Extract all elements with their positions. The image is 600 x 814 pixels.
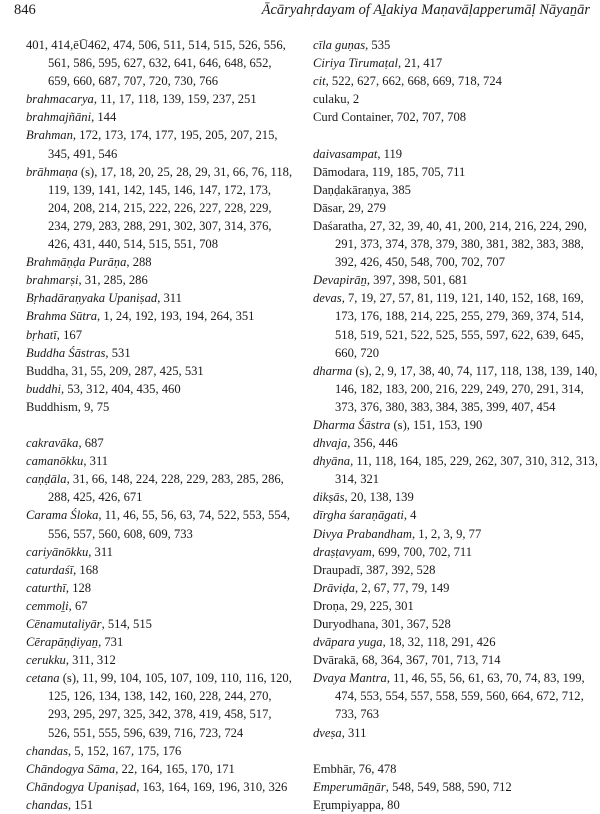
index-term: culaku <box>313 92 347 107</box>
index-page-refs: , 548, 549, 588, 590, 712 <box>385 779 512 794</box>
index-term: Droṇa <box>313 598 345 613</box>
index-term: brahmacarya <box>26 92 94 107</box>
index-entry <box>26 579 296 597</box>
index-page-refs: , 22, 164, 165, 170, 171 <box>115 761 235 776</box>
index-entry <box>313 145 598 163</box>
index-term: chandas <box>26 797 68 812</box>
index-page-refs: , 11, 17, 118, 139, 159, 237, 251 <box>93 92 257 107</box>
index-entry <box>313 271 598 289</box>
index-page-refs: , 80 <box>380 797 400 812</box>
index-term: cetana <box>26 671 60 686</box>
index-term: caturthī <box>26 580 66 595</box>
index-page-refs: , 2, 67, 77, 79, 149 <box>354 580 450 595</box>
index-page-refs: , 522, 627, 662, 668, 669, 718, 724 <box>325 74 502 89</box>
index-term: Buddha Śāstras <box>26 345 106 360</box>
index-term: brahmajñāni <box>26 110 92 125</box>
index-term: Dvārakā <box>313 653 356 668</box>
index-term: bṛhatī <box>26 327 57 342</box>
index-entry <box>26 344 296 362</box>
index-page-refs: , 687 <box>78 436 104 451</box>
index-page-refs: , 11, 46, 55, 56, 63, 74, 522, 553, 554, 556, 557, 560, 608, 609, 733 <box>48 508 291 541</box>
index-entry <box>313 36 598 54</box>
index-entry <box>313 615 598 633</box>
index-term: cakravāka <box>26 436 79 451</box>
index-term: dhvaja <box>313 436 348 451</box>
index-term: Bṛhadāraṇyaka Upaniṣad <box>26 291 158 306</box>
index-term: Dharma Śāstra <box>313 417 391 432</box>
index-page-refs: (s), 11, 99, 104, 105, 107, 109, 110, 116, 120, 125, 126, 134, 138, 142, 160, 228, 244, 270, 293, 295, 297, 325, 342, 378, 419, 458, 517, 526, 551, 555, 596, 639, 716, 723, 724 <box>48 671 292 740</box>
index-term: Dāmodara <box>313 164 366 179</box>
running-title: Ācāryahṛdayam of Aḻakiya Maṇavāḷapperumāḷ Nāyaṉār <box>261 2 590 18</box>
index-page-refs: , 535 <box>365 38 391 52</box>
index-entry <box>26 108 296 126</box>
index-entry <box>26 669 296 741</box>
index-entry <box>313 724 598 742</box>
index-page-refs: , 18, 32, 118, 291, 426 <box>382 635 496 650</box>
index-page-refs: , 311 <box>341 725 367 740</box>
index-page-refs: , 514, 515 <box>101 617 152 631</box>
index-entry <box>313 488 598 506</box>
index-term: Drāviḍa <box>313 580 355 595</box>
index-entry <box>313 778 598 796</box>
index-term: cemmoḻi <box>26 598 69 613</box>
index-entry <box>26 307 296 325</box>
index-entry <box>313 579 598 597</box>
index-entry <box>26 398 296 416</box>
index-term: dikṣās <box>313 490 345 505</box>
index-term: Carama Śloka <box>26 508 99 523</box>
index-page-refs: , 397, 398, 501, 681 <box>366 273 468 288</box>
index-term: caṇḍāla <box>26 472 67 487</box>
index-page-refs: , 31, 55, 209, 287, 425, 531 <box>65 363 204 378</box>
index-page-refs: , 11, 46, 55, 56, 61, 63, 70, 74, 83, 199, 474, 553, 554, 557, 558, 559, 560, 664, 672, 712, 733, 763 <box>335 671 585 722</box>
index-term: Devapirāṉ <box>313 273 367 288</box>
index-term: Brahman <box>26 128 73 143</box>
index-page-refs: , 356, 446 <box>347 436 398 451</box>
index-term: Daśaratha <box>313 218 364 233</box>
index-page-refs: 401, 414,ēŪ462, 474, 506, 511, 514, 515, 526, 556, 561, 586, 595, 627, 632, 641, 646, 648, 652, 659, 660, 687, 707, 720, 730, 766 <box>26 38 286 89</box>
index-entry <box>26 362 296 380</box>
index-page-refs: , 29, 279 <box>341 200 386 215</box>
index-entry <box>26 760 296 778</box>
index-term: Embhār <box>313 761 353 776</box>
index-entry <box>26 543 296 561</box>
index-entry <box>26 126 296 162</box>
index-term: Emperumāṉār <box>313 779 386 794</box>
index-term: Brahmāṇḍa Purāṇa <box>26 255 127 270</box>
index-term: Chāndogya Upaniṣad <box>26 779 137 794</box>
index-page-refs: , 11, 118, 164, 185, 229, 262, 307, 310, 312, 313, 314, 321 <box>335 454 598 487</box>
index-page-refs: , 144 <box>91 110 117 125</box>
index-entry <box>313 434 598 452</box>
index-page-refs: , 5, 152, 167, 175, 176 <box>67 743 182 758</box>
index-column-left <box>26 36 296 814</box>
index-entry <box>26 470 296 506</box>
index-term: Chāndogya Sāma <box>26 761 116 776</box>
index-page-refs: , 29, 225, 301 <box>344 598 414 613</box>
index-page-refs: , 31, 285, 286 <box>78 273 148 288</box>
index-term: dhyāna <box>313 454 351 469</box>
index-term: Draupadī <box>313 562 360 577</box>
index-entry <box>313 597 598 615</box>
index-entry <box>26 651 296 669</box>
index-entry <box>26 452 296 470</box>
page-number: 846 <box>14 2 36 18</box>
index-entry <box>313 669 598 723</box>
index-page-refs: , 67 <box>68 598 88 613</box>
index-page-refs: , 311 <box>157 291 182 306</box>
index-page-refs: (s), 17, 18, 20, 25, 28, 29, 31, 66, 76, 118, 119, 139, 141, 142, 145, 146, 147, 172, 173, 204, 208, 214, 215, 222, 226, 227, 228, 229, 234, 279, 283, 288, 291, 302, 307, 314, 376, 426, 431, 440, 514, 515, 551, 708 <box>48 164 293 252</box>
index-page-refs: , 288 <box>126 255 152 270</box>
index-page-refs: , 731 <box>98 635 124 650</box>
index-page-refs: (s), 151, 153, 190 <box>390 417 483 432</box>
index-page-refs: , 311 <box>83 454 109 469</box>
index-entry <box>313 796 598 814</box>
index-term: Cēnamutaliyār <box>26 617 102 631</box>
index-page-refs: , 119, 185, 705, 711 <box>365 164 466 179</box>
index-entry <box>313 651 598 669</box>
index-page-refs: , 4 <box>403 508 417 523</box>
index-term: Buddha <box>26 363 66 378</box>
index-term: dharma <box>313 363 353 378</box>
index-term: chandas <box>26 743 68 758</box>
index-entry <box>26 561 296 579</box>
index-page-refs: , 702, 707, 708 <box>390 110 467 125</box>
index-page-refs: , 76, 478 <box>352 761 397 776</box>
index-entry <box>26 289 296 307</box>
index-term: devas <box>313 291 342 306</box>
index-page-refs: , 1, 2, 3, 9, 77 <box>412 526 482 541</box>
index-term: brahmarṣi <box>26 273 79 288</box>
index-entry <box>313 108 598 126</box>
index-term: cariyānōkku <box>26 544 89 559</box>
index-term: Duryodhana <box>313 617 376 631</box>
index-entry <box>313 760 598 778</box>
index-entry <box>313 416 598 434</box>
index-term: dīrgha śaraṇāgati <box>313 508 404 523</box>
index-entry <box>26 615 296 633</box>
index-term: cerukku <box>26 653 66 668</box>
index-term: camanōkku <box>26 454 84 469</box>
index-entry <box>313 181 598 199</box>
index-entry <box>26 434 296 452</box>
index-term: Buddhism <box>26 399 78 414</box>
index-page-refs: , 301, 367, 528 <box>375 617 451 631</box>
page-header <box>14 2 590 24</box>
index-entry <box>26 36 296 90</box>
index-entry <box>313 163 598 181</box>
index-page-refs: , 311 <box>88 544 113 559</box>
index-entry <box>313 90 598 108</box>
index-page-refs: , 21, 417 <box>398 56 443 71</box>
index-term: buddhi <box>26 381 61 396</box>
index-page-refs: (s), 2, 9, 17, 38, 40, 74, 117, 118, 138, 139, 140, 146, 182, 183, 200, 216, 229, 249, 270, 291, 314, 373, 376, 380, 383, 384, 385, 399, 407, 454 <box>335 363 598 414</box>
index-entry <box>26 90 296 108</box>
index-page-refs: , 31, 66, 148, 224, 228, 229, 283, 285, 286, 288, 425, 426, 671 <box>48 472 284 505</box>
index-page-refs: , 119 <box>377 146 403 161</box>
index-term: draṣṭavyam <box>313 544 372 559</box>
index-entry <box>313 54 598 72</box>
index-term: caturdaśī <box>26 562 74 577</box>
index-page-refs: , 27, 32, 39, 40, 41, 200, 214, 216, 224, 290, 291, 373, 374, 378, 379, 380, 381, 382, 383, 388, 392, 426, 450, 548, 700, 702, 707 <box>335 218 587 270</box>
index-term: dvāpara yuga <box>313 635 383 650</box>
index-page-refs: , 168 <box>73 562 99 577</box>
index-term: Divya Prabandham <box>313 526 412 541</box>
index-page-refs: , 53, 312, 404, 435, 460 <box>60 381 181 396</box>
index-page-refs: , 68, 364, 367, 701, 713, 714 <box>355 653 501 668</box>
index-page-refs: , 531 <box>105 345 131 360</box>
index-entry <box>26 163 296 253</box>
index-page-refs: , 1, 24, 192, 193, 194, 264, 351 <box>97 309 255 324</box>
index-entry <box>313 543 598 561</box>
index-entry <box>26 742 296 760</box>
index-term: daivasampat <box>313 146 378 161</box>
index-term: Daṇḍakāraṇya <box>313 182 386 197</box>
index-term: Cērapāṇḍiyaṉ <box>26 635 99 650</box>
index-entry <box>313 289 598 361</box>
index-page-refs: , 20, 138, 139 <box>344 490 414 505</box>
index-entry <box>313 525 598 543</box>
index-term: cit <box>313 74 326 89</box>
index-page-refs: , 311, 312 <box>65 653 116 668</box>
index-page-refs: , 128 <box>65 580 92 595</box>
index-term: Dāsar <box>313 200 342 215</box>
index-entry <box>26 778 296 796</box>
index-term: Ciriya Tirumaṭal <box>313 56 399 71</box>
index-page-refs: , 699, 700, 702, 711 <box>371 544 473 559</box>
index-page-refs: , 151 <box>67 797 94 812</box>
index-page-refs: , 387, 392, 528 <box>359 562 436 577</box>
index-entry <box>313 199 598 217</box>
index-term: brāhmaṇa <box>26 164 78 179</box>
index-entry <box>26 633 296 651</box>
index-entry <box>26 380 296 398</box>
index-term: cīla guṇas <box>313 38 366 52</box>
index-entry <box>313 561 598 579</box>
index-page-refs: , 2 <box>346 92 360 107</box>
index-page-refs: , 172, 173, 174, 177, 195, 205, 207, 215, 345, 491, 546 <box>48 128 278 161</box>
index-entry <box>26 796 296 814</box>
index-term: Dvaya Mantra <box>313 671 387 686</box>
index-entry <box>313 72 598 90</box>
index-entry <box>313 506 598 524</box>
index-page-refs: , 163, 164, 169, 196, 310, 326 <box>136 779 288 794</box>
index-term: dveṣa <box>313 725 342 740</box>
index-page-refs: , 7, 19, 27, 57, 81, 119, 121, 140, 152, 168, 169, 173, 176, 188, 214, 225, 255, 279, 369, 374, 514, 518, 519, 521, 522, 525, 555, 597, 622, 639, 645, 660, 720 <box>335 291 584 360</box>
index-entry <box>313 633 598 651</box>
index-entry <box>26 506 296 542</box>
index-entry <box>313 362 598 416</box>
index-column-right <box>313 36 598 814</box>
index-term: Eṟumpiyappa <box>313 797 381 812</box>
index-entry <box>26 271 296 289</box>
index-entry <box>26 253 296 271</box>
index-entry <box>313 452 598 488</box>
index-page-refs: , 9, 75 <box>77 399 110 414</box>
index-term: Curd Container <box>313 110 391 125</box>
index-page-refs: , 167 <box>56 327 82 342</box>
index-entry <box>26 326 296 344</box>
index-term: Brahma Sūtra <box>26 309 98 324</box>
index-entry <box>313 217 598 271</box>
index-entry <box>26 597 296 615</box>
index-page-refs: , 385 <box>385 182 411 197</box>
